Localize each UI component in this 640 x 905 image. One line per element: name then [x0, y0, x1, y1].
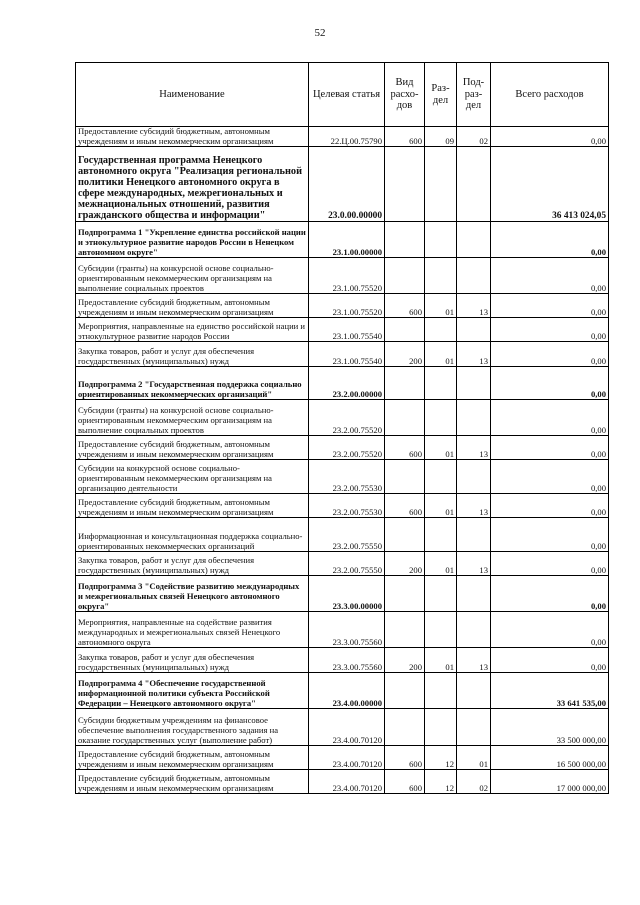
- table-header-row: [76, 63, 609, 127]
- row-code: 23.2.00.75550: [309, 518, 385, 552]
- row-name: Предоставление субсидий бюджетным, автономным учреждениям и иным некоммерческим организациям: [76, 436, 309, 460]
- row-amount: 0,00: [491, 294, 609, 318]
- row-subsection: [457, 147, 491, 222]
- row-section: [425, 673, 457, 709]
- header-total: Всего расходов: [491, 63, 609, 127]
- row-name: Предоставление субсидий бюджетным, автономным учреждениям и иным некоммерческим организациям: [76, 770, 309, 794]
- row-code: 23.2.00.00000: [309, 367, 385, 400]
- row-name: Субсидии (гранты) на конкурсной основе социально-ориентированным некоммерческим организациям на выполнение социальных проектов: [76, 400, 309, 436]
- table-row: [76, 460, 609, 494]
- row-expense-type: 600: [385, 770, 425, 794]
- row-subsection: 01: [457, 746, 491, 770]
- row-expense-type: [385, 709, 425, 746]
- row-code: 23.2.00.75550: [309, 552, 385, 576]
- row-expense-type: [385, 518, 425, 552]
- row-name: Закупка товаров, работ и услуг для обеспечения государственных (муниципальных) нужд: [76, 342, 309, 367]
- row-amount: 0,00: [491, 494, 609, 518]
- row-amount: 16 500 000,00: [491, 746, 609, 770]
- row-expense-type: [385, 673, 425, 709]
- row-name: Субсидии на конкурсной основе социально-ориентированным некоммерческим организациям на организацию деятельности: [76, 460, 309, 494]
- row-section: 01: [425, 494, 457, 518]
- row-code: 23.4.00.00000: [309, 673, 385, 709]
- row-amount: 0,00: [491, 367, 609, 400]
- row-section: 09: [425, 127, 457, 147]
- row-subsection: 13: [457, 342, 491, 367]
- header-subsection: Под-раз-дел: [457, 63, 491, 127]
- row-section: 01: [425, 648, 457, 673]
- row-name: Подпрограмма 4 "Обеспечение государственной информационной политики субъекта Российской Федерации – Ненецкого автономного округа": [76, 673, 309, 709]
- page-number: 52: [314, 27, 326, 39]
- row-name: Подпрограмма 1 "Укрепление единства российской нации и этнокультурное развитие народов России в Ненецком автономном округе": [76, 222, 309, 258]
- table-row: [76, 127, 609, 147]
- row-name: Субсидии (гранты) на конкурсной основе социально-ориентированным некоммерческим организациям на выполнение социальных проектов: [76, 258, 309, 294]
- row-name: Информационная и консультационная поддержка социально-ориентированных некоммерческих организаций: [76, 518, 309, 552]
- row-name: Субсидии бюджетным учреждениям на финансовое обеспечение выполнения государственного задания на оказание государственных услуг (выполнение работ): [76, 709, 309, 746]
- row-amount: 0,00: [491, 318, 609, 342]
- table-row: [76, 576, 609, 612]
- row-amount: 0,00: [491, 648, 609, 673]
- row-expense-type: 200: [385, 648, 425, 673]
- row-subsection: 13: [457, 648, 491, 673]
- row-code: 23.2.00.75520: [309, 400, 385, 436]
- row-subsection: 02: [457, 127, 491, 147]
- row-expense-type: [385, 400, 425, 436]
- row-section: [425, 460, 457, 494]
- row-amount: 0,00: [491, 400, 609, 436]
- row-code: 23.1.00.75540: [309, 342, 385, 367]
- row-subsection: 13: [457, 294, 491, 318]
- header-expense-type: Вид расхо-дов: [385, 63, 425, 127]
- row-section: [425, 258, 457, 294]
- row-name: Закупка товаров, работ и услуг для обеспечения государственных (муниципальных) нужд: [76, 552, 309, 576]
- row-section: 12: [425, 770, 457, 794]
- row-code: 23.3.00.75560: [309, 648, 385, 673]
- row-subsection: [457, 576, 491, 612]
- row-amount: 0,00: [491, 612, 609, 648]
- row-section: 01: [425, 436, 457, 460]
- row-name: Предоставление субсидий бюджетным, автономным учреждениям и иным некоммерческим организациям: [76, 746, 309, 770]
- header-target: Целевая статья: [309, 63, 385, 127]
- row-subsection: [457, 460, 491, 494]
- row-expense-type: [385, 222, 425, 258]
- row-section: [425, 222, 457, 258]
- row-expense-type: [385, 318, 425, 342]
- row-expense-type: 200: [385, 552, 425, 576]
- row-amount: 0,00: [491, 342, 609, 367]
- header-name: Наименование: [76, 63, 309, 127]
- row-expense-type: 600: [385, 127, 425, 147]
- table-row: [76, 552, 609, 576]
- table-row: [76, 648, 609, 673]
- row-amount: 0,00: [491, 552, 609, 576]
- row-subsection: [457, 318, 491, 342]
- row-expense-type: 600: [385, 494, 425, 518]
- row-section: [425, 147, 457, 222]
- row-code: 23.4.00.70120: [309, 709, 385, 746]
- row-code: 23.2.00.75520: [309, 436, 385, 460]
- table-row: [76, 400, 609, 436]
- row-section: [425, 400, 457, 436]
- row-amount: 0,00: [491, 518, 609, 552]
- row-name: Предоставление субсидий бюджетным, автономным учреждениям и иным некоммерческим организациям: [76, 127, 309, 147]
- table-row: [76, 318, 609, 342]
- row-expense-type: [385, 612, 425, 648]
- row-amount: 33 500 000,00: [491, 709, 609, 746]
- row-subsection: 02: [457, 770, 491, 794]
- table-row: [76, 494, 609, 518]
- row-amount: 0,00: [491, 576, 609, 612]
- row-name: Закупка товаров, работ и услуг для обеспечения государственных (муниципальных) нужд: [76, 648, 309, 673]
- budget-table: [75, 62, 609, 794]
- row-subsection: [457, 222, 491, 258]
- row-code: 22.Ц.00.75790: [309, 127, 385, 147]
- row-expense-type: [385, 460, 425, 494]
- row-section: 01: [425, 552, 457, 576]
- row-code: 23.1.00.00000: [309, 222, 385, 258]
- row-amount: 0,00: [491, 460, 609, 494]
- row-code: 23.0.00.00000: [309, 147, 385, 222]
- row-section: 01: [425, 342, 457, 367]
- table-row: [76, 709, 609, 746]
- row-section: [425, 709, 457, 746]
- row-name: Предоставление субсидий бюджетным, автономным учреждениям и иным некоммерческим организациям: [76, 294, 309, 318]
- row-code: 23.1.00.75520: [309, 294, 385, 318]
- row-amount: 36 413 024,05: [491, 147, 609, 222]
- table-row: [76, 222, 609, 258]
- row-name: Мероприятия, направленные на содействие развития международных и межрегиональных связей Ненецкого автономного округа: [76, 612, 309, 648]
- row-subsection: 13: [457, 494, 491, 518]
- row-section: [425, 612, 457, 648]
- row-amount: 17 000 000,00: [491, 770, 609, 794]
- row-amount: 0,00: [491, 127, 609, 147]
- row-name: Предоставление субсидий бюджетным, автономным учреждениям и иным некоммерческим организациям: [76, 494, 309, 518]
- row-section: [425, 318, 457, 342]
- table-row: [76, 342, 609, 367]
- row-expense-type: 200: [385, 342, 425, 367]
- row-subsection: [457, 258, 491, 294]
- row-section: 12: [425, 746, 457, 770]
- row-code: 23.3.00.75560: [309, 612, 385, 648]
- row-expense-type: 600: [385, 436, 425, 460]
- header-section: Раз-дел: [425, 63, 457, 127]
- row-name: Подпрограмма 2 "Государственная поддержка социально ориентированных некоммерческих организаций": [76, 367, 309, 400]
- row-subsection: [457, 612, 491, 648]
- table-row: [76, 258, 609, 294]
- table-row: [76, 770, 609, 794]
- table-row: [76, 518, 609, 552]
- row-subsection: [457, 709, 491, 746]
- row-subsection: [457, 518, 491, 552]
- row-expense-type: [385, 367, 425, 400]
- row-subsection: [457, 673, 491, 709]
- row-section: [425, 518, 457, 552]
- row-amount: 0,00: [491, 222, 609, 258]
- row-code: 23.3.00.00000: [309, 576, 385, 612]
- table-row: [76, 673, 609, 709]
- row-name: Мероприятия, направленные на единство российской нации и этнокультурное развитие народов России: [76, 318, 309, 342]
- table-row: [76, 746, 609, 770]
- row-code: 23.2.00.75530: [309, 460, 385, 494]
- table-row: [76, 367, 609, 400]
- row-amount: 0,00: [491, 258, 609, 294]
- row-section: 01: [425, 294, 457, 318]
- row-code: 23.1.00.75520: [309, 258, 385, 294]
- row-expense-type: 600: [385, 294, 425, 318]
- row-expense-type: 600: [385, 746, 425, 770]
- table-row: [76, 612, 609, 648]
- table-row: [76, 436, 609, 460]
- row-code: 23.1.00.75540: [309, 318, 385, 342]
- row-code: 23.4.00.70120: [309, 770, 385, 794]
- row-section: [425, 367, 457, 400]
- table-row: [76, 147, 609, 222]
- row-section: [425, 576, 457, 612]
- row-amount: 0,00: [491, 436, 609, 460]
- row-amount: 33 641 535,00: [491, 673, 609, 709]
- row-subsection: [457, 400, 491, 436]
- row-subsection: 13: [457, 436, 491, 460]
- row-subsection: 13: [457, 552, 491, 576]
- row-expense-type: [385, 576, 425, 612]
- row-expense-type: [385, 258, 425, 294]
- row-code: 23.2.00.75530: [309, 494, 385, 518]
- row-subsection: [457, 367, 491, 400]
- row-code: 23.4.00.70120: [309, 746, 385, 770]
- row-expense-type: [385, 147, 425, 222]
- table-row: [76, 294, 609, 318]
- row-name: Государственная программа Ненецкого автономного округа "Реализация региональной политики Ненецкого автономного округа в сфере международных, межрегиональных и межнациональных отношений, развития гражданского общества и информации": [76, 147, 309, 222]
- row-name: Подпрограмма 3 "Содействие развитию международных и межрегиональных связей Ненецкого автономного округа": [76, 576, 309, 612]
